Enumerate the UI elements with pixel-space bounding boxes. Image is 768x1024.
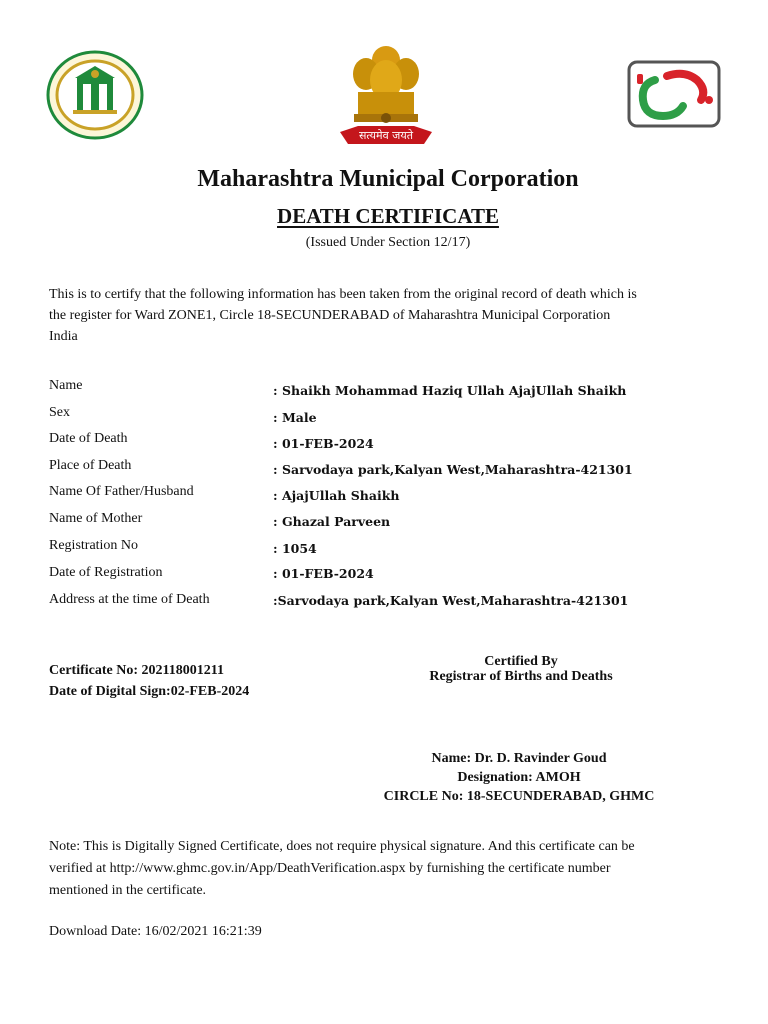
certificate-number-block xyxy=(49,660,249,702)
certified-by-block xyxy=(396,654,646,684)
intro-line: the register for Ward ZONE1, Circle 18-SECUNDERABAD of Maharashtra Municipal Corporation xyxy=(49,308,611,323)
field-label-sex: Sex xyxy=(49,405,70,420)
field-value-father-husband: : AjajUllah Shaikh xyxy=(273,488,400,503)
signatory-name: Name: Dr. D. Ravinder Goud xyxy=(431,751,607,766)
telangana-government-seal-icon xyxy=(45,50,145,140)
field-value-sex: : Male xyxy=(273,410,317,425)
national-motto: सत्यमेव जयते xyxy=(358,129,413,142)
ghmc-logo-icon xyxy=(627,60,721,130)
certified-by: Certified By xyxy=(484,654,558,669)
field-label-father-husband: Name Of Father/Husband xyxy=(49,484,194,499)
field-value-mother: : Ghazal Parveen xyxy=(273,514,391,529)
signatory-circle: CIRCLE No: 18-SECUNDERABAD, GHMC xyxy=(383,789,655,804)
field-label-address: Address at the time of Death xyxy=(49,592,210,607)
field-label-date-of-death: Date of Death xyxy=(49,431,128,446)
field-value-place-of-death: : Sarvodaya park,Kalyan West,Maharashtra-421301 xyxy=(273,462,633,477)
field-value-registration-no: : 1054 xyxy=(273,541,317,556)
note-line: verified at http://www.ghmc.gov.in/App/DeathVerification.aspx by furnishing the certificate number xyxy=(49,861,611,876)
certificate-title xyxy=(0,204,768,229)
signatory-block xyxy=(336,749,702,806)
field-value-date-of-death: : 01-FEB-2024 xyxy=(273,436,374,451)
certificate-title-text: DEATH CERTIFICATE xyxy=(277,204,499,228)
intro-line: India xyxy=(49,329,78,344)
certification-statement xyxy=(49,284,729,347)
note-line: mentioned in the certificate. xyxy=(49,883,207,898)
note-line: Note: This is Digitally Signed Certificate, does not require physical signature. And this certificate can be xyxy=(49,839,635,854)
verification-note xyxy=(49,836,729,902)
intro-line: This is to certify that the following information has been taken from the original record of death which is xyxy=(49,287,637,302)
signatory-designation: Designation: AMOH xyxy=(457,770,581,785)
field-label-place-of-death: Place of Death xyxy=(49,458,132,473)
field-value-date-of-registration: : 01-FEB-2024 xyxy=(273,566,374,581)
digital-sign-date: Date of Digital Sign:02-FEB-2024 xyxy=(49,684,250,699)
field-value-name: : Shaikh Mohammad Haziq Ullah AjajUllah Shaikh xyxy=(273,383,627,398)
field-value-address: :Sarvodaya park,Kalyan West,Maharashtra-421301 xyxy=(273,593,629,608)
download-date: Download Date: 16/02/2021 16:21:39 xyxy=(49,924,262,939)
field-label-date-of-registration: Date of Registration xyxy=(49,565,163,580)
certificate-number: Certificate No: 202118001211 xyxy=(49,663,224,678)
registrar-title: Registrar of Births and Deaths xyxy=(429,669,613,684)
field-label-registration-no: Registration No xyxy=(49,538,139,553)
field-label-name: Name xyxy=(49,378,83,393)
organization-name: Maharashtra Municipal Corporation xyxy=(197,166,579,192)
field-label-mother: Name of Mother xyxy=(49,511,143,526)
certificate-section: (Issued Under Section 12/17) xyxy=(305,235,471,250)
